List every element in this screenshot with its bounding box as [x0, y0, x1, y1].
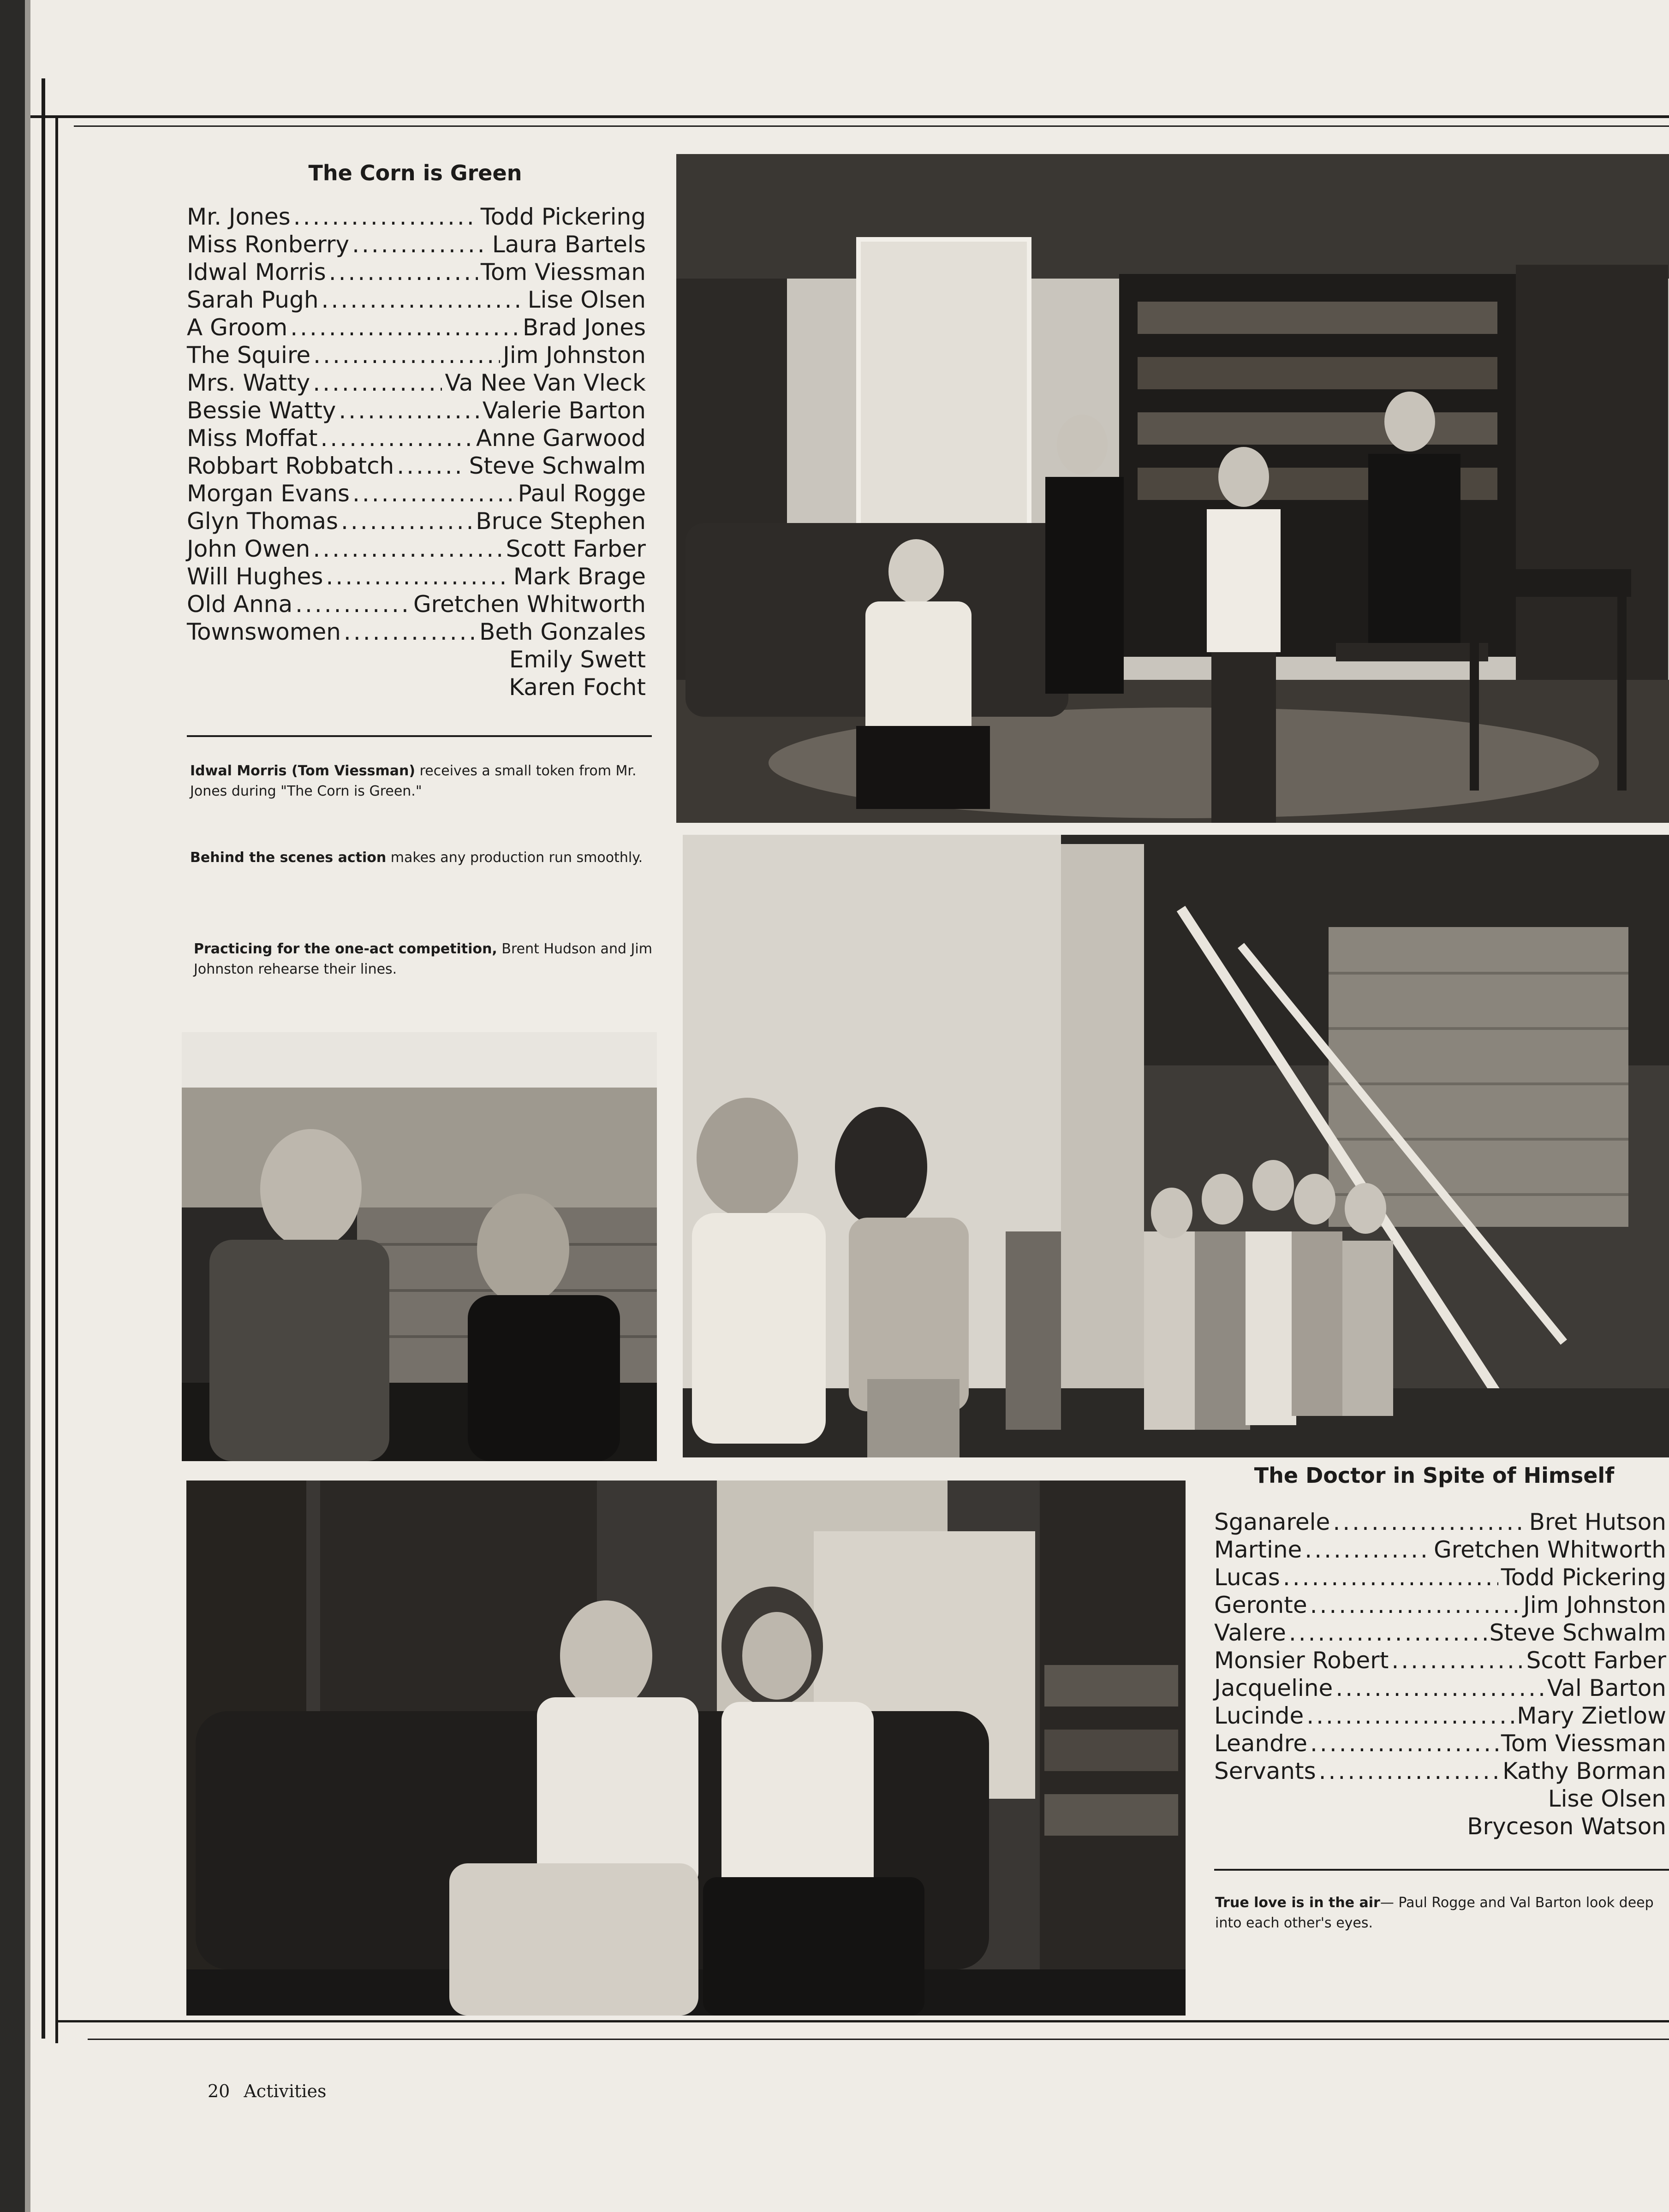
cast-actor: Mary Zietlow — [1517, 1702, 1666, 1729]
leader-dots — [1283, 1564, 1498, 1591]
photo-true-love — [186, 1481, 1186, 2016]
cast-actor: Jim Johnston — [503, 342, 646, 369]
leader-dots — [1289, 1619, 1487, 1647]
cast-actor: Beth Gonzales — [479, 618, 646, 645]
cast-role: Old Anna — [187, 591, 293, 618]
cast-actor: Va Nee Van Vleck — [445, 369, 646, 396]
cast-role: Lucas — [1214, 1564, 1280, 1591]
corn-cast-row — [187, 369, 646, 397]
cast-role: Idwal Morris — [187, 259, 326, 285]
cast-actor: Brad Jones — [523, 314, 646, 341]
leader-dots — [344, 618, 477, 646]
cast-actor: Lise Olsen — [527, 286, 646, 313]
cast-role: Miss Ronberry — [187, 231, 350, 258]
leader-dots — [1310, 1730, 1498, 1757]
cast-extra-actor: Emily Swett — [509, 646, 646, 673]
leader-dots — [326, 563, 510, 590]
leader-dots — [1319, 1757, 1500, 1785]
caption-practicing — [194, 939, 655, 980]
caption-true-love-bold: True love is in the air — [1215, 1895, 1380, 1911]
cast-role: Will Hughes — [187, 563, 323, 590]
cast-actor: Bret Hutson — [1529, 1509, 1666, 1535]
cast-extra-actor: Lise Olsen — [1548, 1785, 1666, 1812]
cast-actor: Tom Viessman — [480, 259, 646, 285]
leader-dots — [1391, 1647, 1523, 1674]
photo-behind-the-scenes — [683, 835, 1669, 1457]
corn-cast-row — [187, 314, 646, 341]
leader-dots — [295, 590, 411, 618]
cast-role: Robbart Robbatch — [187, 452, 394, 479]
doctor-cast-row — [1214, 1619, 1666, 1647]
corn-cast-row — [187, 507, 646, 535]
cast-role: Monsier Robert — [1214, 1647, 1389, 1674]
cast-actor: Todd Pickering — [480, 203, 646, 230]
cast-actor: Scott Farber — [1526, 1647, 1666, 1674]
caption-true-love-text: — Paul Rogge and Val Barton look deep into each other's eyes. — [1215, 1895, 1654, 1931]
page-border-left — [42, 78, 45, 2039]
cast-role: Geronte — [1214, 1592, 1307, 1618]
section-name: Activities — [244, 2081, 327, 2101]
corn-cast-row — [187, 286, 646, 314]
corn-cast-row — [187, 231, 646, 258]
doctor-cast-row — [1214, 1508, 1666, 1536]
corn-cast-row — [187, 590, 646, 618]
cast-actor: Gretchen Whitworth — [1433, 1536, 1666, 1563]
corn-cast-row — [187, 397, 646, 424]
doctor-cast-row — [1214, 1757, 1666, 1785]
doctor-cast-row — [1214, 1536, 1666, 1564]
caption-practicing-bold: Practicing for the one-act competition, — [194, 941, 497, 957]
cast-role: The Squire — [187, 342, 311, 369]
cast-actor: Tom Viessman — [1501, 1730, 1666, 1757]
corn-title: The Corn is Green — [308, 161, 522, 185]
cast-extra-actor: Karen Focht — [509, 674, 646, 701]
leader-dots — [313, 535, 503, 563]
cast-actor: Laura Bartels — [492, 231, 646, 258]
leader-dots — [313, 369, 442, 397]
doctor-cast-list — [1214, 1508, 1666, 1785]
cast-role: Martine — [1214, 1536, 1302, 1563]
cast-extra-actor: Bryceson Watson — [1467, 1813, 1666, 1840]
leader-dots — [352, 231, 489, 258]
cast-actor: Val Barton — [1547, 1675, 1666, 1701]
cast-role: A Groom — [187, 314, 288, 341]
cast-role: Sarah Pugh — [187, 286, 319, 313]
leader-dots — [1305, 1536, 1431, 1564]
page-border-left-inner — [55, 115, 58, 2043]
leader-dots — [341, 507, 473, 535]
cast-role: Servants — [1214, 1758, 1316, 1784]
doctor-cast-row — [1214, 1674, 1666, 1702]
cast-actor: Paul Rogge — [518, 480, 646, 507]
corn-cast-row — [187, 452, 646, 480]
page-number: 20 — [208, 2081, 230, 2101]
doctor-cast-row — [1214, 1647, 1666, 1674]
cast-role: Lucinde — [1214, 1702, 1304, 1729]
corn-cast-row — [187, 424, 646, 452]
leader-dots — [1333, 1508, 1526, 1536]
leader-dots — [293, 203, 478, 231]
corn-cast-row — [187, 341, 646, 369]
cast-role: Mrs. Watty — [187, 369, 310, 396]
doctor-caption-rule — [1214, 1869, 1669, 1871]
doctor-cast-row — [1214, 1564, 1666, 1591]
cast-role: Bessie Watty — [187, 397, 336, 424]
cast-role: Leandre — [1214, 1730, 1308, 1757]
doctor-cast-row — [1214, 1702, 1666, 1730]
bottom-rule-inner — [88, 2039, 1669, 2040]
corn-extras — [187, 646, 646, 701]
corn-cast-row — [187, 618, 646, 646]
cast-role: Morgan Evans — [187, 480, 350, 507]
top-rule — [30, 115, 1669, 118]
leader-dots — [1335, 1674, 1544, 1702]
corn-cast-row — [187, 563, 646, 590]
leader-dots — [1310, 1591, 1520, 1619]
leader-dots — [290, 314, 520, 341]
leader-dots — [1306, 1702, 1514, 1730]
binding-edge — [25, 0, 30, 2212]
doctor-cast-row — [1214, 1591, 1666, 1619]
cast-role: Mr. Jones — [187, 203, 291, 230]
corn-caption-rule — [187, 735, 652, 737]
photo-one-act-rehearsal — [182, 1032, 657, 1461]
doctor-cast-row — [1214, 1730, 1666, 1757]
cast-role: Townswomen — [187, 618, 341, 645]
cast-actor: Valerie Barton — [482, 397, 646, 424]
leader-dots — [320, 424, 473, 452]
leader-dots — [339, 397, 480, 424]
caption-practicing-text: Brent Hudson and Jim Johnston rehearse their lines. — [194, 941, 652, 977]
cast-actor: Mark Brage — [513, 563, 646, 590]
top-rule-inner — [74, 125, 1669, 127]
doctor-extras — [1214, 1785, 1666, 1840]
cast-role: Valere — [1214, 1619, 1286, 1646]
cast-role: John Owen — [187, 535, 310, 562]
leader-dots — [329, 258, 478, 286]
photo-corn-is-green — [676, 154, 1669, 823]
caption-true-love — [1215, 1893, 1669, 1933]
bottom-rule — [55, 2020, 1669, 2022]
cast-actor: Bruce Stephen — [476, 508, 646, 535]
caption-corn-text: receives a small token from Mr. Jones during "The Corn is Green." — [190, 763, 637, 799]
cast-role: Sganarele — [1214, 1509, 1330, 1535]
cast-role: Glyn Thomas — [187, 508, 339, 535]
cast-role: Miss Moffat — [187, 425, 318, 452]
cast-actor: Todd Pickering — [1501, 1564, 1666, 1591]
cast-role: Jacqueline — [1214, 1675, 1333, 1701]
caption-behind-bold: Behind the scenes action — [190, 850, 387, 866]
page-folio — [208, 2081, 340, 2101]
corn-cast-row — [187, 480, 646, 507]
corn-cast-row — [187, 258, 646, 286]
cast-actor: Steve Schwalm — [469, 452, 646, 479]
caption-corn-photo — [190, 761, 651, 802]
leader-dots — [313, 341, 500, 369]
caption-behind-text: makes any production run smoothly. — [386, 850, 643, 866]
cast-actor: Anne Garwood — [476, 425, 646, 452]
caption-corn-bold: Idwal Morris (Tom Viessman) — [190, 763, 416, 779]
leader-dots — [322, 286, 525, 314]
corn-cast-list — [187, 203, 646, 646]
cast-actor: Gretchen Whitworth — [413, 591, 646, 618]
cast-actor: Kathy Borman — [1502, 1758, 1666, 1784]
cast-actor: Scott Farber — [506, 535, 646, 562]
cast-actor: Steve Schwalm — [1489, 1619, 1666, 1646]
corn-cast-row — [187, 535, 646, 563]
leader-dots — [352, 480, 515, 507]
caption-behind-scenes — [190, 848, 651, 868]
leader-dots — [397, 452, 466, 480]
cast-actor: Jim Johnston — [1523, 1592, 1666, 1618]
binding-shadow — [0, 0, 25, 2212]
doctor-title: The Doctor in Spite of Himself — [1254, 1463, 1615, 1488]
corn-cast-row — [187, 203, 646, 231]
